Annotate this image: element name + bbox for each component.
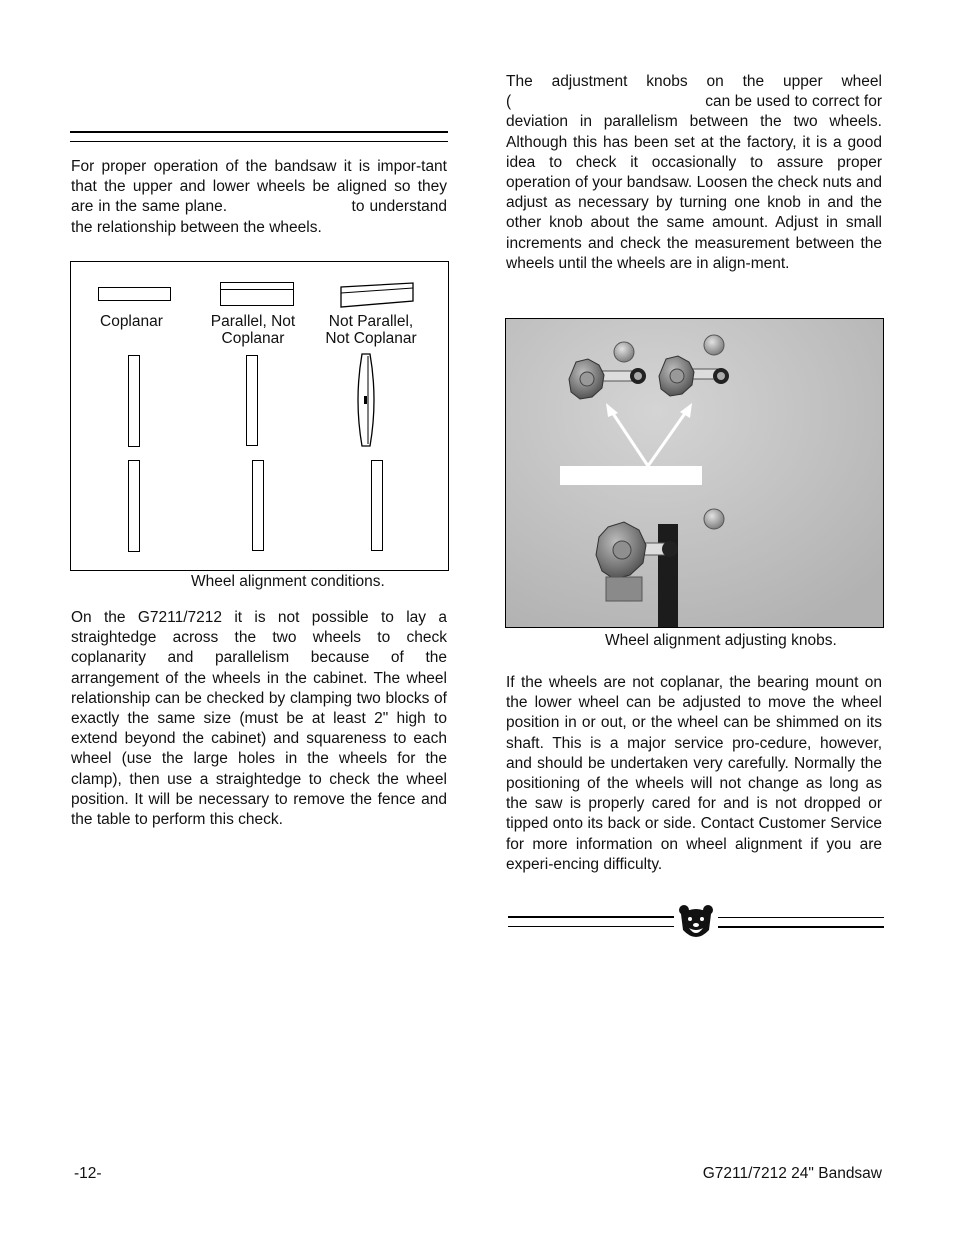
end-rule-left-thick	[508, 916, 674, 918]
end-rule-right-thin	[718, 917, 884, 918]
straightedge-paragraph: On the G7211/7212 it is not possible to lay a straightedge across the two wheels to check coplanarity and parallelism because of the arrangement of the wheels in the cabinet. The wheel relationship can be checked by clamping two blocks of exactly the same size (must be at least 2" high to extend beyond the cabinet) and squareness to each wheel (use the large holes in the wheels for the clamp), then use a straightedge to check the wheel position. It will be necessary to remove the fence and the table to perform this check.	[71, 609, 447, 829]
photo-caption-knobs: Wheel alignment adjusting knobs.	[605, 632, 837, 649]
adjusting-knobs-photo	[505, 318, 884, 628]
parallel-top-view	[220, 282, 294, 306]
label-parallel-not-coplanar: Parallel, Not Coplanar	[210, 313, 296, 347]
coplanar-upper-wheel	[128, 355, 140, 447]
document-title: G7211/7212 24" Bandsaw	[702, 1165, 882, 1182]
section-heading-rule-thin	[70, 141, 448, 142]
end-rule-right-thick	[718, 926, 884, 928]
adjustment-knobs-paragraph: The adjustment knobs on the upper wheel ( can be used to correct for deviation in parallelism between the two wheels. Although this has been set at the factory, it is a good idea to check it occasionally to assure proper operation of your bandsaw. Loosen the check nuts and adjust as necessary by turning one knob in and the other knob about the same amount. Adjust in small increments and check the measurement between the wheels until the wheels are in align-ment.	[506, 73, 882, 272]
coplanar-top-view	[98, 287, 171, 301]
coplanar-lower-wheel	[128, 460, 140, 552]
callout-label-box	[560, 466, 702, 485]
parallel-upper-wheel	[246, 355, 258, 446]
not-parallel-lower-wheel	[371, 460, 383, 551]
end-rule-left-thin	[508, 926, 674, 927]
section-heading-rule	[70, 131, 448, 133]
parallel-lower-wheel	[252, 460, 264, 551]
not-parallel-upper-wheel	[356, 352, 380, 448]
figure-caption-alignment: Wheel alignment conditions.	[191, 573, 385, 590]
coplanar-adjustment-paragraph: If the wheels are not coplanar, the bearing mount on the lower wheel can be adjusted to move the wheel position in or out, or the wheel can be shimmed on its shaft. This is a major service pro-cedure, however, and should be undertaken very carefully. Normally the positioning of the wheels will not change as long as the saw is properly cared for and is not dropped or tipped onto its back or side. Contact Customer Service for more information on wheel alignment if you are experi-encing difficulty.	[506, 674, 882, 873]
intro-paragraph: For proper operation of the bandsaw it is impor-tant that the upper and lower wheels be aligned so they are in the same plane. to understand the relationship between the wheels.	[71, 158, 447, 236]
wheel-alignment-figure	[70, 261, 449, 571]
label-not-parallel-not-coplanar: Not Parallel, Not Coplanar	[325, 313, 417, 347]
page-number: -12-	[74, 1165, 102, 1182]
label-coplanar: Coplanar	[100, 313, 163, 330]
parallel-top-view-divider	[221, 289, 293, 290]
bear-logo-icon	[677, 904, 715, 944]
not-parallel-top-view	[339, 281, 419, 311]
